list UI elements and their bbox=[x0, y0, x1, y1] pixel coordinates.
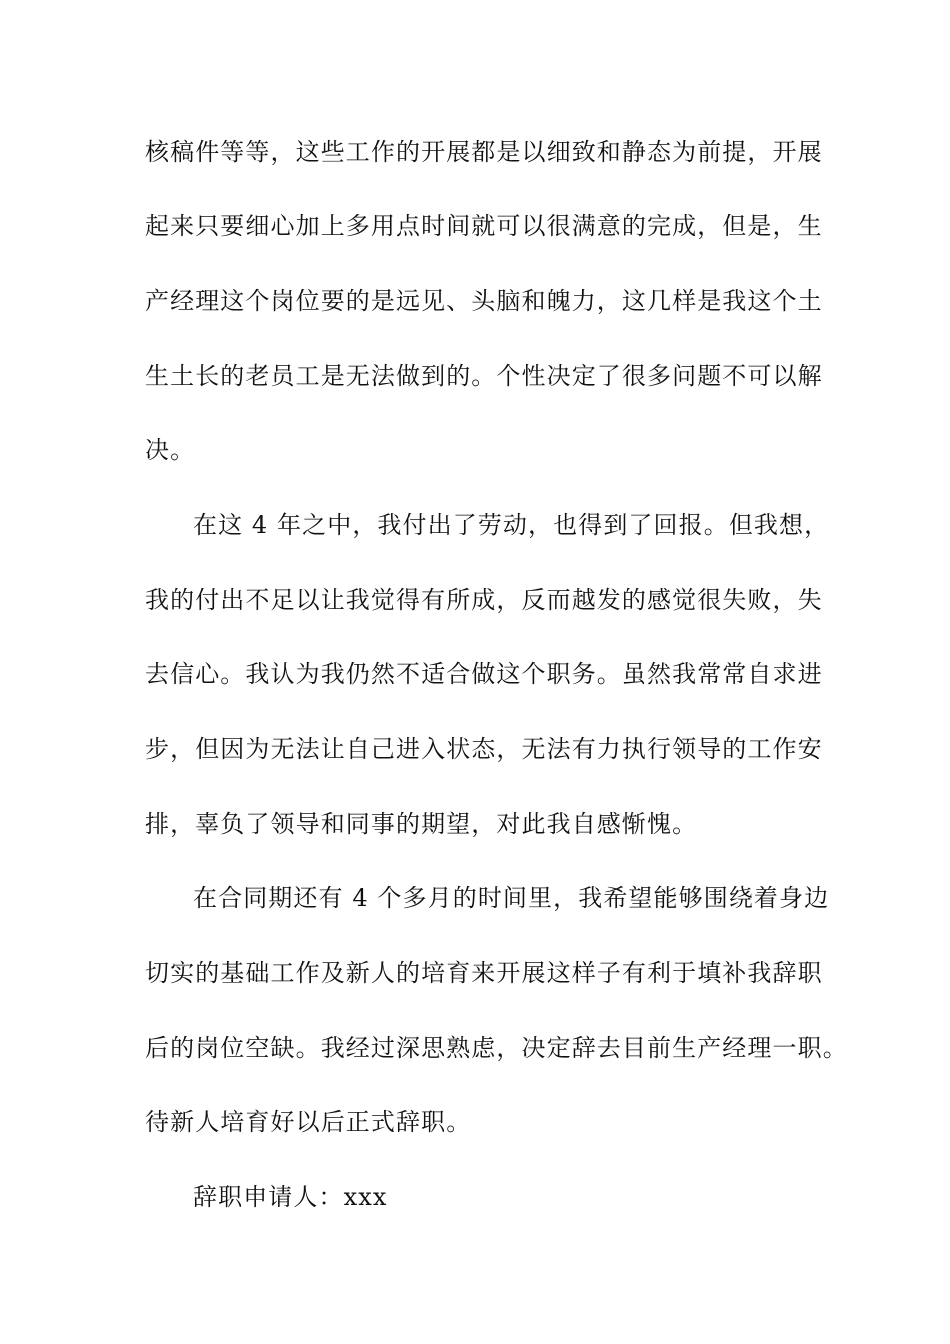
body-line-1: 核稿件等等，这些工作的开展都是以细致和静态为前提，开展 bbox=[145, 138, 823, 166]
body-line-5: 决。 bbox=[145, 436, 196, 464]
paragraph-2-line-3: 去信心。我认为我仍然不适合做这个职务。虽然我常常自求进 bbox=[145, 660, 823, 688]
paragraph-2-line-1: 在这 4 年之中，我付出了劳动，也得到了回报。但我想， bbox=[193, 511, 830, 539]
paragraph-2-line-4: 步，但因为无法让自己进入状态，无法有力执行领导的工作安 bbox=[145, 735, 823, 763]
paragraph-2-line-5: 排，辜负了领导和同事的期望，对此我自感惭愧。 bbox=[145, 810, 698, 838]
body-line-2: 起来只要细心加上多用点时间就可以很满意的完成，但是，生 bbox=[145, 212, 823, 240]
paragraph-3-line-1: 在合同期还有 4 个多月的时间里，我希望能够围绕着身边 bbox=[193, 884, 830, 912]
paragraph-3-line-3: 后的岗位空缺。我经过深思熟虑，决定辞去目前生产经理一职。 bbox=[145, 1034, 848, 1062]
paragraph-3-line-4: 待新人培育好以后正式辞职。 bbox=[145, 1108, 472, 1136]
signature-line: 辞职申请人：xxx bbox=[193, 1183, 388, 1211]
body-line-4: 生土长的老员工是无法做到的。个性决定了很多问题不可以解 bbox=[145, 362, 823, 390]
paragraph-3-line-2: 切实的基础工作及新人的培育来开展这样子有利于填补我辞职 bbox=[145, 959, 823, 987]
paragraph-2-line-2: 我的付出不足以让我觉得有所成，反而越发的感觉很失败，失 bbox=[145, 586, 823, 614]
body-line-3: 产经理这个岗位要的是远见、头脑和魄力，这几样是我这个土 bbox=[145, 287, 823, 315]
